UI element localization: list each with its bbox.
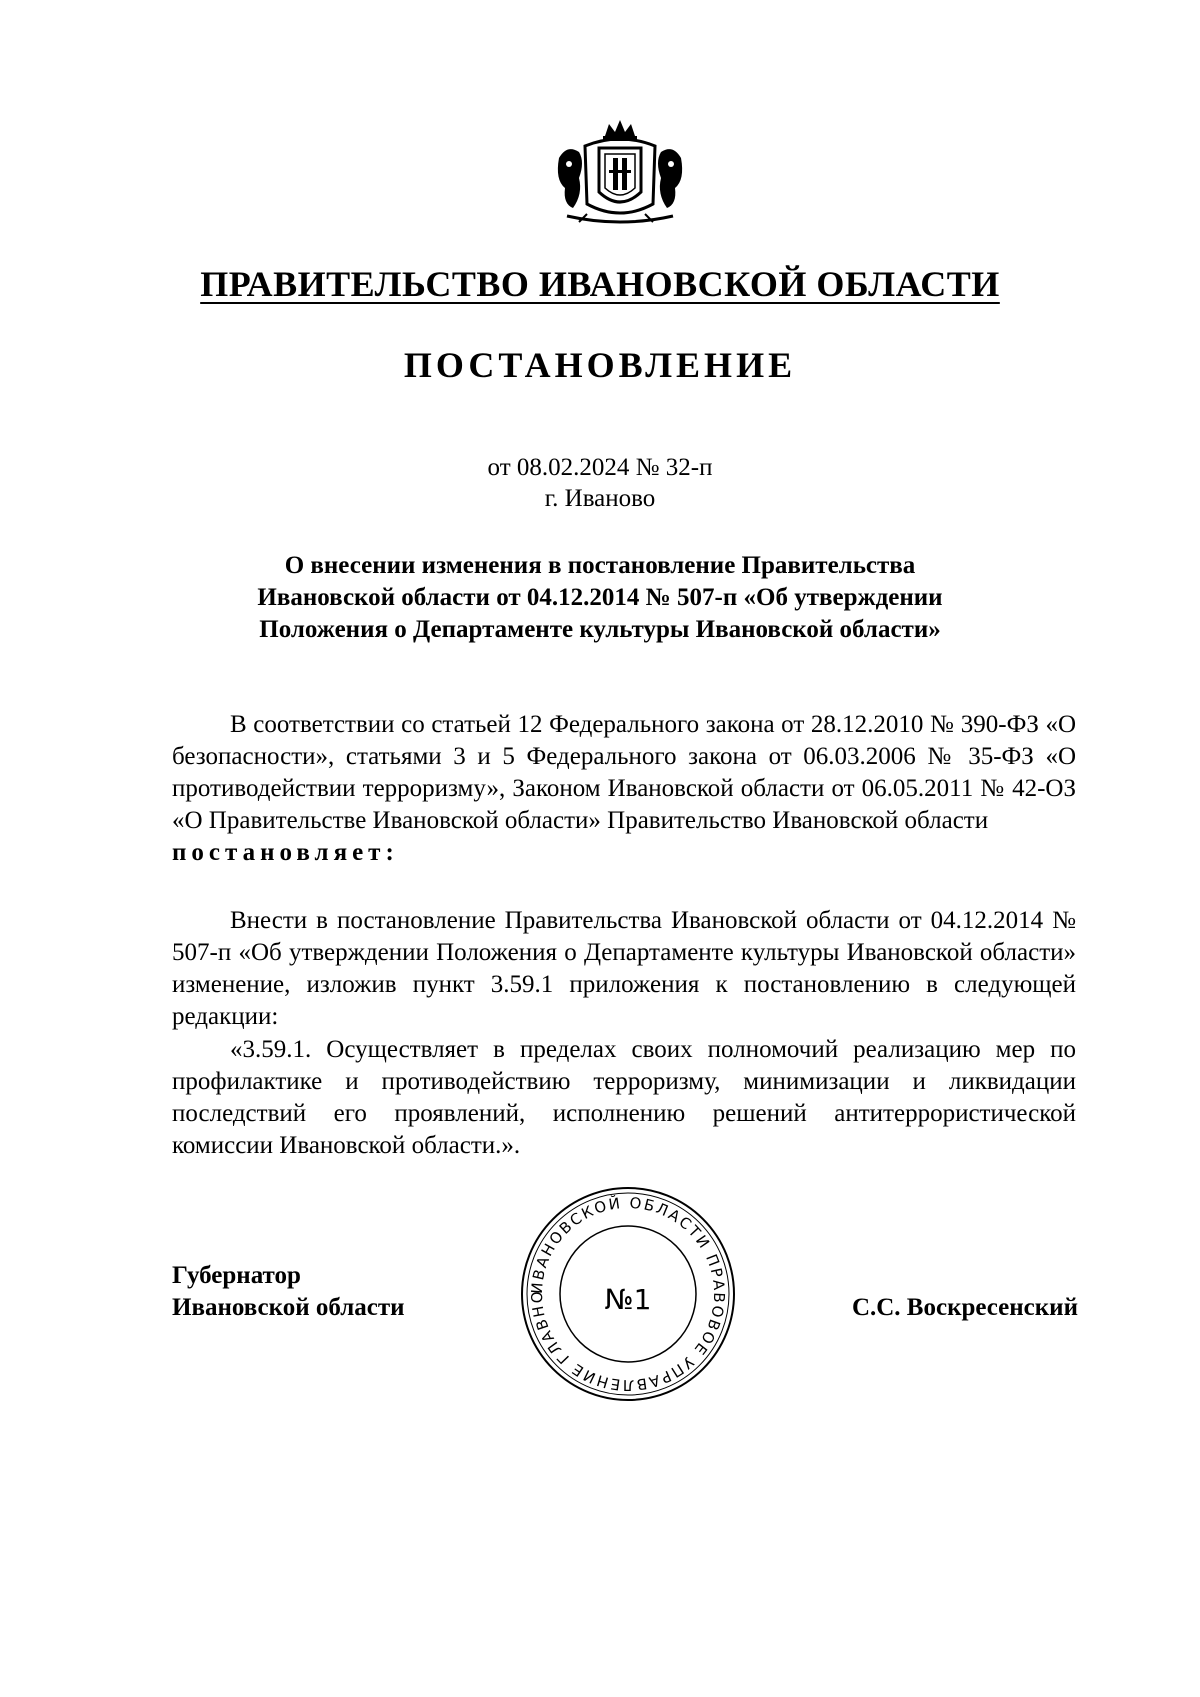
signatory-title-line2: Ивановской области — [172, 1294, 405, 1321]
document-type-title: ПОСТАНОВЛЕНИЕ — [403, 345, 797, 385]
subject-line: Положения о Департаменте культуры Ивановской области» — [259, 616, 941, 643]
document-date-number: от 08.02.2024 № 32-п — [487, 454, 713, 481]
stamp-seal — [517, 1183, 739, 1405]
new-wording-text: «3.59.1. Осуществляет в пределах своих полномочий реализацию мер по профилактике и противодействию терроризму, минимизации и ликвидации последствий его проявлений, исполнению решений антитеррористической комиссии Ивановской области.». — [172, 1036, 1076, 1159]
new-wording-paragraph — [172, 1034, 1076, 1162]
stamp-ring-text: ИВАНОВСКОЙ ОБЛАСТИ ПРАВОВОЕ УПРАВЛЕНИЕ ГЛАВНО — [527, 1193, 729, 1395]
signatory-title-line1: Губернатор — [172, 1262, 301, 1289]
subject-line: Ивановской области от 04.12.2014 № 507-п «Об утверждении — [257, 584, 943, 611]
organization-title: ПРАВИТЕЛЬСТВО ИВАНОВСКОЙ ОБЛАСТИ — [200, 264, 1000, 304]
subject-line: О внесении изменения в постановление Правительства — [284, 552, 916, 579]
resolves-word: постановляет: — [172, 839, 399, 866]
document-city: г. Иваново — [544, 485, 656, 512]
preamble-text: В соответствии со статьей 12 Федерального закона от 28.12.2010 № 390-ФЗ «О безопасности», статьями 3 и 5 Федерального закона от 06.03.2006 № 35-ФЗ «О противодействии терроризму», Законом Ивановской области от 06.05.2011 № 42-ОЗ «О Правительстве Ивановской области» Правительство Ивановской области — [172, 711, 1076, 834]
coat-of-arms-icon — [549, 118, 691, 230]
preamble-paragraph — [172, 709, 1076, 869]
amendment-paragraph — [172, 905, 1076, 1033]
document-subject — [230, 550, 970, 646]
amendment-text: Внести в постановление Правительства Ивановской области от 04.12.2014 № 507-п «Об утверждении Положения о Департаменте культуры Ивановской области» изменение, изложив пункт 3.59.1 приложения к постановлению в следующей редакции: — [172, 907, 1076, 1030]
signatory-title — [172, 1260, 405, 1324]
signatory-name: С.С. Воскресенский — [851, 1294, 1078, 1321]
stamp-number: №1 — [604, 1283, 652, 1316]
